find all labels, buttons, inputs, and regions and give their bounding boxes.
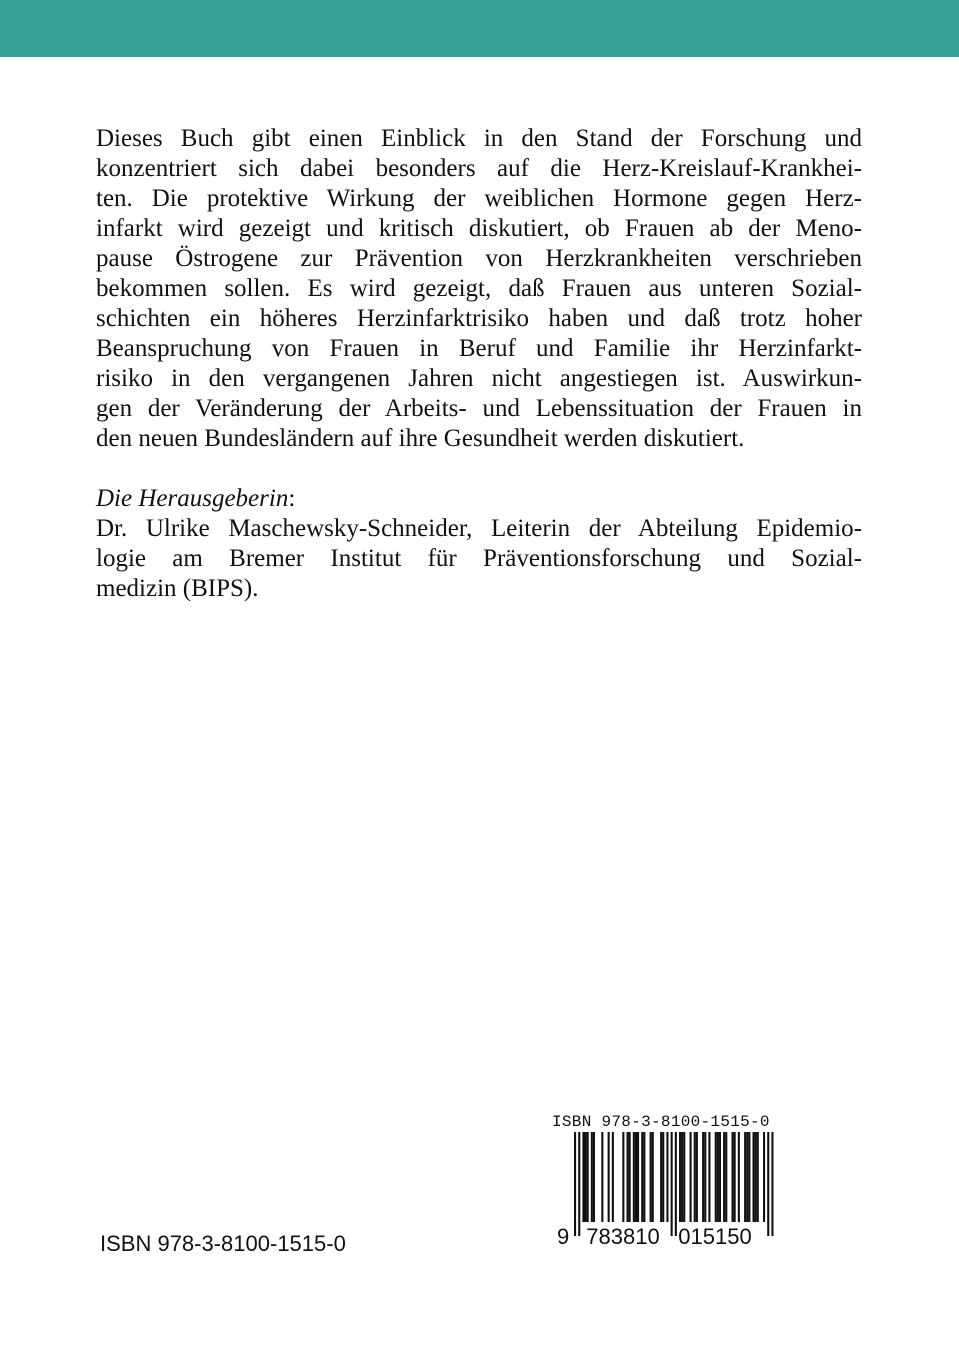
barcode-bar [715, 1132, 717, 1222]
description-line: gen der Veränderung der Arbeits- und Lebenssituation der Frauen in [96, 395, 862, 422]
barcode-bar [723, 1132, 725, 1222]
barcode-bar [582, 1132, 584, 1222]
barcode-guard-bar [578, 1132, 580, 1236]
barcode-bar [679, 1132, 681, 1222]
barcode-bar [746, 1132, 748, 1222]
barcode-bar [643, 1132, 645, 1222]
description-line: risiko in den vergangenen Jahren nicht angestiegen ist. Auswirkun- [96, 365, 862, 392]
barcode-bar [652, 1132, 654, 1222]
editor-heading-label: Die Herausgeberin [96, 485, 289, 512]
editor-bio-line: Dr. Ulrike Maschewsky-Schneider, Leiterin der Abteilung Epidemio- [96, 515, 862, 542]
barcode-bar [702, 1132, 704, 1222]
barcode-bar [641, 1132, 643, 1222]
barcode-bar [601, 1132, 603, 1222]
barcode-bar [708, 1132, 710, 1222]
barcode-bar [748, 1132, 750, 1222]
barcode-bar [757, 1132, 759, 1222]
barcode-bar [635, 1132, 637, 1222]
description-line: bekommen sollen. Es wird gezeigt, daß Frauen aus unteren Sozial- [96, 275, 862, 302]
barcode-bar [633, 1132, 635, 1222]
barcode-guard-bar [771, 1132, 773, 1236]
barcode-bar [717, 1132, 719, 1222]
barcode-bar [719, 1132, 721, 1222]
barcode-block [550, 1112, 800, 1248]
description-line: schichten ein höheres Herzinfarktrisiko haben und daß trotz hoher [96, 305, 862, 332]
description-line: den neuen Bundesländern auf ihre Gesundheit werden diskutiert. [96, 425, 745, 452]
description-line: infarkt wird gezeigt und kritisch diskutiert, ob Frauen ab der Meno- [96, 215, 862, 242]
barcode-bar [738, 1132, 740, 1222]
barcode-bar [627, 1132, 629, 1222]
barcode-bars [574, 1132, 774, 1236]
barcode-bar [734, 1132, 736, 1222]
barcode-bar [608, 1132, 610, 1222]
barcode-bar [696, 1132, 698, 1222]
barcode-bar [681, 1132, 683, 1222]
description-line: pause Östrogene zur Prävention von Herzkrankheiten verschrieben [96, 245, 862, 272]
isbn-number: ISBN 978-3-8100-1515-0 [100, 1231, 346, 1256]
barcode-guard-bar [574, 1132, 576, 1236]
description-line: Beanspruchung von Frauen in Beruf und Familie ihr Herzinfarkt- [96, 335, 862, 362]
barcode-bar [650, 1132, 652, 1222]
back-cover-text [96, 124, 862, 604]
barcode-bar [704, 1132, 706, 1222]
barcode-bar [622, 1132, 624, 1222]
barcode-bar [593, 1132, 595, 1222]
barcode-bar [660, 1132, 662, 1222]
description-line: ten. Die protektive Wirkung der weiblichen Hormone gegen Herz- [96, 185, 862, 212]
barcode-right-digits: 015150 [678, 1224, 752, 1248]
barcode-bar [637, 1132, 639, 1222]
barcode-bar [666, 1132, 668, 1222]
barcode-isbn-label: ISBN 978-3-8100-1515-0 [552, 1113, 770, 1131]
barcode-bar [662, 1132, 664, 1222]
barcode-bar [753, 1132, 755, 1222]
barcode-bar [629, 1132, 631, 1222]
barcode-guard-bar [671, 1132, 673, 1236]
editor-section [96, 484, 862, 604]
editor-bio-line: logie am Bremer Institut für Präventionsforschung und Sozial- [96, 545, 862, 572]
barcode-bar [591, 1132, 593, 1222]
description-line: konzentriert sich dabei besonders auf die Herz-Kreislauf-Krankhei- [96, 155, 862, 182]
description-paragraph [96, 124, 862, 454]
editor-heading-colon: : [288, 485, 296, 512]
barcode-bar [763, 1132, 765, 1222]
barcode-guard-bar [767, 1132, 769, 1236]
ean13-barcode [550, 1132, 800, 1248]
barcode-bar [683, 1132, 685, 1222]
barcode-first-digit: 9 [557, 1224, 570, 1248]
barcode-bar [585, 1132, 587, 1222]
barcode-bar [612, 1132, 614, 1222]
barcode-bar [732, 1132, 734, 1222]
top-color-band [0, 0, 959, 57]
barcode-bar [744, 1132, 746, 1222]
barcode-bar [690, 1132, 692, 1222]
barcode-bar [587, 1132, 589, 1222]
editor-heading [96, 484, 862, 514]
editor-bio-line: medizin (BIPS). [96, 575, 259, 602]
barcode-bar [755, 1132, 757, 1222]
barcode-bar [694, 1132, 696, 1222]
barcode-bar [725, 1132, 727, 1222]
description-line: Dieses Buch gibt einen Einblick in den Stand der Forschung und [96, 125, 862, 152]
barcode-left-digits: 783810 [586, 1224, 660, 1248]
barcode-guard-bar [675, 1132, 677, 1236]
